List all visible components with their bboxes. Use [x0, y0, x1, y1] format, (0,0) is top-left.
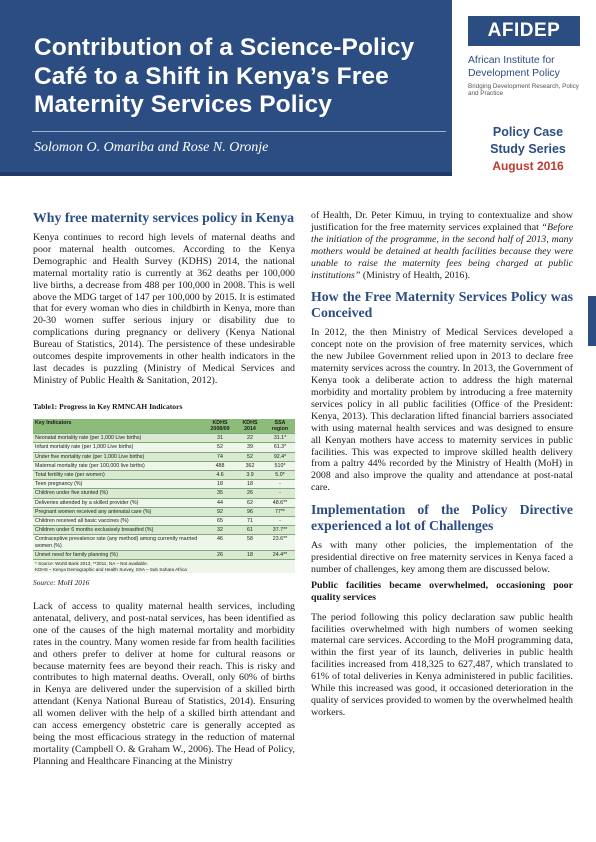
- table-header-cell: KDHS 2008/09: [205, 419, 235, 434]
- table-cell: Children under five stunted (%): [33, 489, 205, 498]
- table-row: [33, 498, 295, 507]
- table-cell: 48.6**: [265, 498, 295, 507]
- table-row: [33, 443, 295, 452]
- table-cell: 46: [205, 535, 235, 550]
- table-row: [33, 550, 295, 559]
- table-cell: 23.6**: [265, 535, 295, 550]
- table-row: [33, 489, 295, 498]
- table-title: Table1: Progress in Key RMNCAH Indicators: [33, 401, 183, 411]
- table-cell: 71: [235, 516, 265, 525]
- table-cell: Children under 6 months exclusively breastfed (%): [33, 526, 205, 535]
- series-line-2: Study Series: [490, 142, 566, 156]
- table-cell: 362: [235, 461, 265, 470]
- table-cell: 52: [235, 452, 265, 461]
- table-cell: 32: [205, 526, 235, 535]
- table-cell: 96: [235, 507, 265, 516]
- side-tab-marker: [588, 296, 596, 346]
- table-cell: 92.4*: [265, 452, 295, 461]
- table-cell: 74: [205, 452, 235, 461]
- table-cell: 24.4**: [265, 550, 295, 559]
- paragraph-kimuu: [311, 210, 573, 281]
- table-cell: 37.7**: [265, 526, 295, 535]
- table-cell: 35: [205, 489, 235, 498]
- table-cell: Pregnant women received any antenatal care (%): [33, 507, 205, 516]
- table-cell: 18: [235, 550, 265, 559]
- table-row: [33, 516, 295, 525]
- logo-tagline: Bridging Development Research, Policy and Practice: [468, 83, 579, 98]
- left-column: [33, 210, 295, 768]
- table-cell: 61.3*: [265, 443, 295, 452]
- section-heading-conceived: How the Free Maternity Services Policy was Conceived: [311, 289, 573, 321]
- series-line-1: Policy Case: [492, 125, 564, 139]
- table-cell: 62: [235, 498, 265, 507]
- right-column: [311, 210, 573, 719]
- table-body: [33, 434, 295, 560]
- table-cell: 22: [235, 434, 265, 443]
- table-row: [33, 480, 295, 489]
- logo-name: AFIDEP: [487, 20, 561, 41]
- table-note-line: * Source: World Bank 2013, **2011, NA – Not available.: [35, 560, 148, 566]
- table-row: [33, 535, 295, 550]
- table-cell: 4.6: [205, 470, 235, 479]
- table-cell: 61: [235, 526, 265, 535]
- table-cell: -: [265, 516, 295, 525]
- series-date: August 2016: [492, 159, 564, 173]
- table-cell: Deliveries attended by a skilled provider (%): [33, 498, 205, 507]
- paragraph-overwhelmed: The period following this policy declaration saw public health facilities overwhelmed with high numbers of women seeking maternal care services. According to the MoH programming data, within the first year of its launch, deliveries in public health facilities increased from 418,325 to 627,487, which translated to 61% of total deliveries in Kenya administered in public facilities. While this increased was good, it occasioned deterioration in the quality of services provided to women by the overwhelmed health workers.: [311, 611, 573, 718]
- table-cell: Teen pregnancy (%): [33, 480, 205, 489]
- table-header-row: [33, 419, 295, 434]
- table-cell: Children received all basic vaccines (%): [33, 516, 205, 525]
- table-row: [33, 470, 295, 479]
- table-row: [33, 507, 295, 516]
- paragraph-challenges: As with many other policies, the implementation of the presidential directive on free maternity services in Kenya faced a number of challenges, key among them are discussed below.: [311, 540, 573, 575]
- table-cell: 39: [235, 443, 265, 452]
- table-cell: 52: [205, 443, 235, 452]
- table-cell: 65: [205, 516, 235, 525]
- table-cell: Total fertility rate (per women): [33, 470, 205, 479]
- table-row: [33, 526, 295, 535]
- page-title: Contribution of a Science-Policy Café to a Shift in Kenya’s Free Maternity Services Policy: [34, 34, 415, 118]
- table-cell: 18: [205, 480, 235, 489]
- table-cell: Infant mortality rate (per 1,000 Live births): [33, 443, 205, 452]
- table-cell: 18: [235, 480, 265, 489]
- table-cell: 77**: [265, 507, 295, 516]
- table-cell: Unmet need for family planning (%): [33, 550, 205, 559]
- quote: “Before the initiation of the programme, in the second half of 2013, many mothers would be detained at health facilities because they were unable to raise the maternity fees being charged at public institutions”: [311, 221, 573, 281]
- table-cell: 31: [205, 434, 235, 443]
- table-row: [33, 461, 295, 470]
- afidep-logo: [468, 16, 580, 46]
- paragraph-access: Lack of access to quality maternal health services, including antenatal, delivery, and post-natal services, has been identified as one of the causes of the high maternal mortality and morbidity rates in the country. Many women reside far from health facilities and others prefer to deliver at home for cultural reasons or because maternity fees are beyond their reach. This is risky and contributes to high maternal deaths. Overall, only 60% of births in Kenya are delivered under the supervision of a skilled birth attendant (Kenya National Bureau of Statistics, 2014). Ensuring all women deliver with the help of a skilled birth attendant and can access emergency obstetric care is generally accepted as being the most efficacious strategy in the reduction of maternal mortality (Campbell O. & Graham W., 2006). The Head of Policy, Planning and Healthcare Financing at the Ministry: [33, 601, 295, 767]
- table-cell: Contraceptive prevalence rate (any method) among currently married women (%): [33, 535, 205, 550]
- table-header-cell: SSA region: [265, 419, 295, 434]
- table-cell: -: [265, 489, 295, 498]
- section-heading-challenges: Implementation of the Policy Directive experienced a lot of Challenges: [311, 502, 573, 534]
- table-cell: Neonatal mortality rate (per 1,000 Live births): [33, 434, 205, 443]
- table-row: [33, 434, 295, 443]
- text-run: (Ministry of Health, 2016).: [360, 269, 471, 281]
- table-row: [33, 452, 295, 461]
- table-cell: -: [265, 480, 295, 489]
- table-cell: 488: [205, 461, 235, 470]
- logo-full-name: African Institute for Development Policy: [468, 55, 560, 79]
- paragraph-conceived: In 2012, the then Ministry of Medical Services developed a concept note on the provision of free maternity services, which the new Jubilee Government relied upon in 2013 to declare free maternity services across the country. In 2013, the Government of Kenya took a deliberate action to address the high maternal morbidity and mortality problem by introducing a free maternity services policy in all public facilities (Office of the President: Kenya, 2013). This declaration lifted financial barriers associated with using maternal health services and was designed to ensure all Kenyan mothers have access to maternity services in public facilities. This was expected to improve skilled health delivery from a paltry 44% recorded by the Ministry of Health (MoH) in 2008 and also improve the quality and attendance at post-natal care.: [311, 327, 573, 494]
- title-divider: [32, 131, 446, 132]
- table-cell: 26: [235, 489, 265, 498]
- table-note-line: KDHS – Kenya Demographic and Health Survey, SSA – Sub Sahara Africa: [35, 566, 187, 572]
- rmncah-indicators-table: [33, 419, 295, 560]
- table-cell: 92: [205, 507, 235, 516]
- table-cell: 510*: [265, 461, 295, 470]
- text-run: of Health, Dr. Peter Kimuu, in trying to contextualize and show justification for the free maternity services explained that: [311, 210, 573, 233]
- table-source: Source: MoH 2016: [33, 578, 90, 588]
- table-cell: Under five mortality rate (per 1,000 Live births): [33, 452, 205, 461]
- table-note: [33, 560, 295, 573]
- subheading-overwhelmed: Public facilities became overwhelmed, occasioning poor quality services: [311, 579, 573, 603]
- table-header-cell: Key Indicators: [33, 419, 205, 434]
- table-header-cell: KDHS 2014: [235, 419, 265, 434]
- series-label: [466, 124, 590, 175]
- table-cell: 5.0*: [265, 470, 295, 479]
- table-cell: 44: [205, 498, 235, 507]
- table-cell: 31.1*: [265, 434, 295, 443]
- table-cell: 3.9: [235, 470, 265, 479]
- section-heading-why: Why free maternity services policy in Kenya: [33, 210, 295, 225]
- table-cell: 26: [205, 550, 235, 559]
- header-banner: [0, 0, 452, 176]
- authors: Solomon O. Omariba and Rose N. Oronje: [34, 140, 269, 155]
- paragraph-maternal-deaths: Kenya continues to record high levels of maternal deaths and poor maternal health outcomes. According to the Kenya Demographic and Health Survey (KDHS) 2014, the national maternal mortality ratio is currently at 362 deaths per 100,000 live births, a decrease from 488 per 100,000 in 2008. This is well above the MDG target of 147 per 100,000 by 2015. It is estimated that for every woman who dies in childbirth in Kenya, more than 20-30 women suffer serious injury or disability due to complications during pregnancy or delivery (Kenya National Bureau of Statistics, 2014). The persistence of these undesirable outcomes despite improvements in other health indicators in the last decades is puzzling (Ministry of Medical Services and Ministry of Public Health & Sanitation, 2012).: [33, 232, 295, 386]
- table-cell: 58: [235, 535, 265, 550]
- table-cell: Maternal mortality rate (per 100,000 live births): [33, 461, 205, 470]
